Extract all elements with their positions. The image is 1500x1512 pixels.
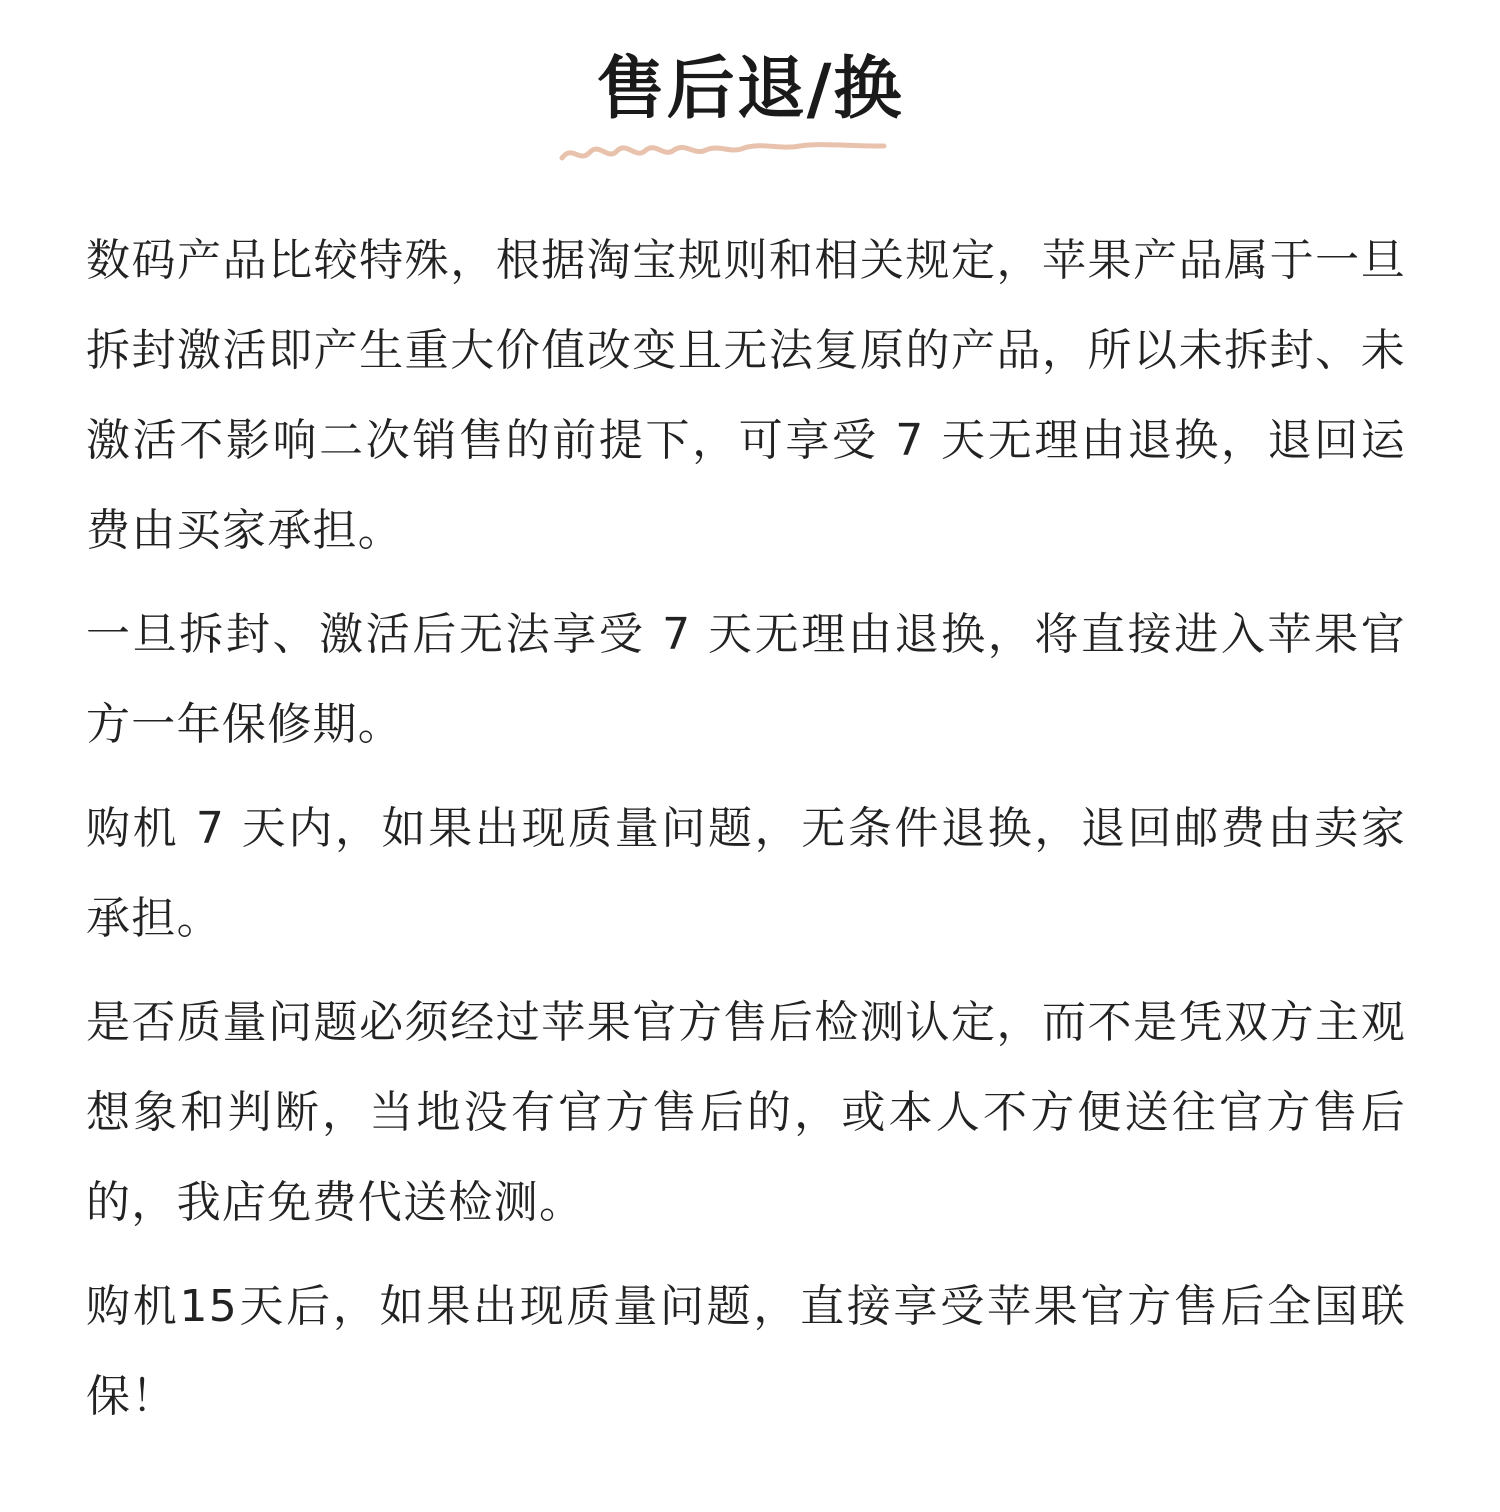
paragraph-official-inspection: 是否质量问题必须经过苹果官方售后检测认定，而不是凭双方主观想象和判断，当地没有官方售后的，或本人不方便送往官方售后的，我店免费代送检测。 — [86, 997, 1406, 1228]
page-title: 售后退/换 — [596, 50, 904, 129]
title-underline-squiggle — [558, 134, 890, 168]
paragraph-return-policy: 数码产品比较特殊，根据淘宝规则和相关规定，苹果产品属于一旦拆封激活即产生重大价值改变且无法复原的产品，所以未拆封、未激活不影响二次销售的前提下，可享受 7 天无理由退换，退回运费由买家承担。 — [86, 235, 1406, 556]
paragraph-activated-warranty: 一旦拆封、激活后无法享受 7 天无理由退换，将直接进入苹果官方一年保修期。 — [86, 609, 1406, 750]
content-body — [86, 216, 1406, 1456]
squiggle-stroke — [562, 145, 884, 158]
paragraph-15-day-warranty: 购机15天后，如果出现质量问题，直接享受苹果官方售后全国联保！ — [86, 1281, 1406, 1422]
paragraph-7-day-quality: 购机 7 天内，如果出现质量问题，无条件退换，退回邮费由卖家承担。 — [86, 803, 1406, 944]
